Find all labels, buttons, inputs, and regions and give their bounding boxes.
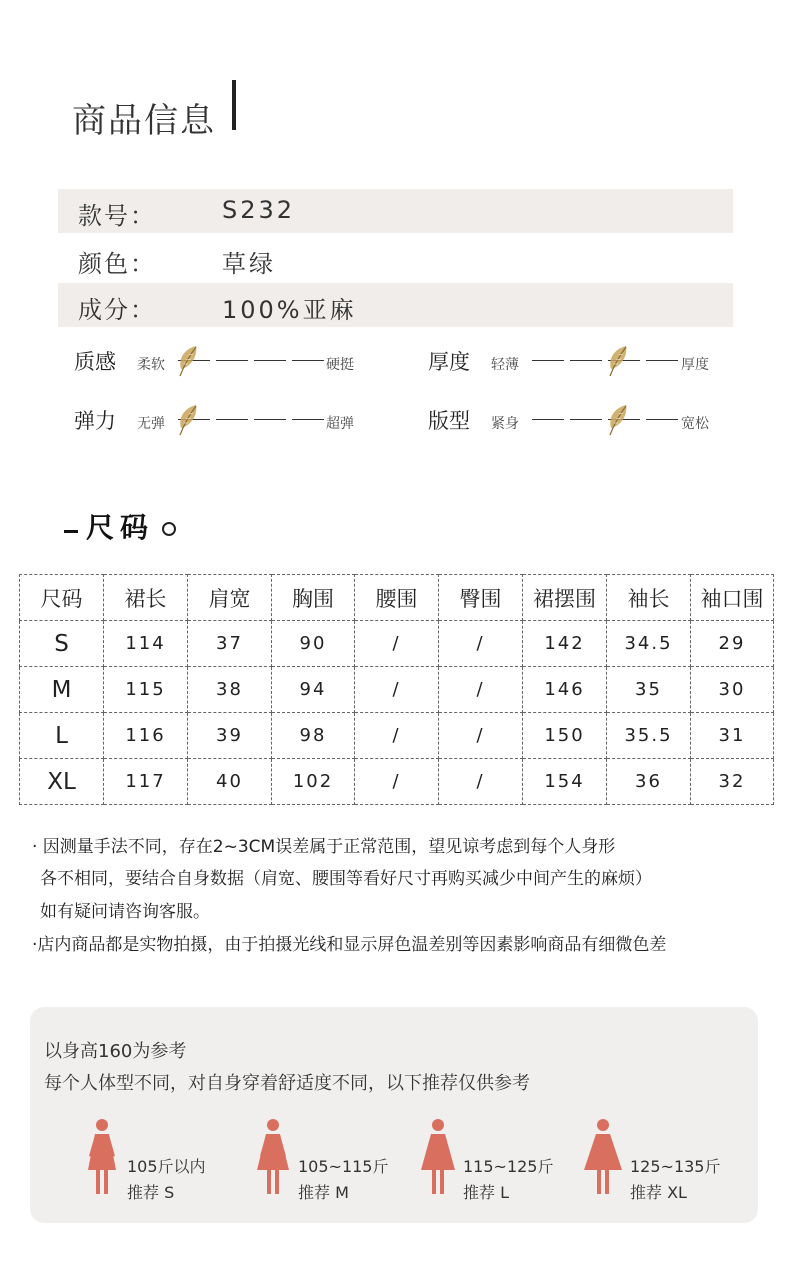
figure-size: 推荐 S: [127, 1183, 175, 1202]
measure-cell: 35: [607, 667, 691, 713]
measure-cell: 39: [188, 713, 272, 759]
scale-dash: [532, 419, 564, 420]
scale-dash: [216, 419, 248, 420]
figure-weight: 105斤以内: [127, 1157, 206, 1176]
table-row: [20, 759, 774, 805]
measure-cell: 36: [607, 759, 691, 805]
table-header-row: [20, 575, 774, 621]
info-value: 100%亚麻: [222, 296, 357, 324]
measure-cell: 114: [104, 621, 188, 667]
scale-dash: [646, 360, 678, 361]
scale-high-label: 宽松: [681, 416, 709, 432]
scale-dash: [532, 360, 564, 361]
info-row-color: [58, 237, 733, 281]
measure-cell: /: [355, 759, 439, 805]
info-value: 草绿: [222, 250, 276, 278]
measure-cell: 117: [104, 759, 188, 805]
figure-icon: [418, 1118, 458, 1196]
leaf-marker-icon: [604, 343, 634, 379]
info-key: 颜色：: [78, 250, 156, 278]
size-cell: M: [20, 667, 104, 713]
measure-cell: 32: [691, 759, 774, 805]
measure-cell: 37: [188, 621, 272, 667]
table-header-cell: 袖口围: [691, 575, 774, 621]
attr-name: 质感: [74, 350, 116, 374]
note-line: 如有疑问请咨询客服。: [40, 902, 210, 922]
size-table: [19, 574, 774, 805]
scale-low-label: 柔软: [137, 357, 165, 373]
table-header-cell: 肩宽: [188, 575, 272, 621]
leaf-marker-icon: [174, 343, 204, 379]
scale-low-label: 紧身: [491, 416, 519, 432]
scale-dash: [216, 360, 248, 361]
figure-weight: 105~115斤: [298, 1157, 389, 1176]
section-title: 商品信息: [72, 101, 216, 141]
measure-cell: /: [439, 713, 523, 759]
scale-dash: [254, 419, 286, 420]
title-divider: [232, 80, 236, 130]
attr-name: 弹力: [74, 409, 116, 433]
scale-low-label: 轻薄: [491, 357, 519, 373]
measure-cell: /: [439, 667, 523, 713]
scale-dash: [570, 419, 602, 420]
note-line: 各不相同，要结合自身数据（肩宽、腰围等看好尺寸再购买减少中间产生的麻烦）: [40, 869, 652, 889]
measure-cell: 90: [272, 621, 355, 667]
table-header-cell: 裙摆围: [523, 575, 607, 621]
reference-height: 以身高160为参考: [44, 1041, 187, 1062]
table-header-cell: 胸围: [272, 575, 355, 621]
measure-cell: 94: [272, 667, 355, 713]
leaf-marker-icon: [174, 402, 204, 438]
measure-cell: /: [355, 713, 439, 759]
measure-cell: 102: [272, 759, 355, 805]
info-row-style: [58, 189, 733, 233]
measure-cell: 150: [523, 713, 607, 759]
table-header-cell: 腰围: [355, 575, 439, 621]
figure-size: 推荐 XL: [630, 1183, 687, 1202]
scale-high-label: 超弹: [326, 416, 354, 432]
info-value: S232: [222, 196, 296, 224]
info-key: 成分：: [78, 296, 156, 324]
figure-icon: [253, 1118, 293, 1196]
scale-low-label: 无弹: [137, 416, 165, 432]
scale-dash: [646, 419, 678, 420]
measure-cell: 98: [272, 713, 355, 759]
figure-weight: 115~125斤: [463, 1157, 554, 1176]
measure-cell: /: [439, 621, 523, 667]
size-cell: XL: [20, 759, 104, 805]
info-row-material: [58, 283, 733, 327]
leaf-marker-icon: [604, 402, 634, 438]
measure-cell: 146: [523, 667, 607, 713]
size-cell: L: [20, 713, 104, 759]
info-key: 款号：: [78, 202, 156, 230]
measure-cell: 116: [104, 713, 188, 759]
measure-cell: 30: [691, 667, 774, 713]
scale-high-label: 厚度: [681, 357, 709, 373]
reference-disclaimer: 每个人体型不同，对自身穿着舒适度不同，以下推荐仅供参考: [44, 1073, 530, 1094]
size-title-dash: [64, 530, 78, 533]
measure-cell: 40: [188, 759, 272, 805]
scale-high-label: 硬挺: [326, 357, 354, 373]
measure-cell: 35.5: [607, 713, 691, 759]
measure-cell: 115: [104, 667, 188, 713]
measure-cell: 31: [691, 713, 774, 759]
figure-weight: 125~135斤: [630, 1157, 721, 1176]
figure-icon: [583, 1118, 623, 1196]
table-row: [20, 713, 774, 759]
scale-dash: [292, 419, 324, 420]
table-header-cell: 袖长: [607, 575, 691, 621]
measure-cell: /: [439, 759, 523, 805]
measure-cell: 142: [523, 621, 607, 667]
table-header-cell: 裙长: [104, 575, 188, 621]
measure-cell: 34.5: [607, 621, 691, 667]
table-header-cell: 尺码: [20, 575, 104, 621]
measure-cell: 38: [188, 667, 272, 713]
attr-name: 厚度: [428, 350, 470, 374]
scale-dash: [292, 360, 324, 361]
measure-cell: /: [355, 621, 439, 667]
size-title-dot: [162, 522, 176, 536]
table-header-cell: 臀围: [439, 575, 523, 621]
attr-name: 版型: [428, 409, 470, 433]
figure-size: 推荐 M: [298, 1183, 349, 1202]
note-line: ·店内商品都是实物拍摄，由于拍摄光线和显示屏色温差别等因素影响商品有细微色差: [32, 935, 667, 955]
scale-dash: [570, 360, 602, 361]
measure-cell: 29: [691, 621, 774, 667]
table-row: [20, 621, 774, 667]
measure-cell: /: [355, 667, 439, 713]
scale-dash: [254, 360, 286, 361]
figure-icon: [82, 1118, 122, 1196]
size-cell: S: [20, 621, 104, 667]
measure-cell: 154: [523, 759, 607, 805]
figure-size: 推荐 L: [463, 1183, 510, 1202]
size-title: 尺码: [86, 511, 155, 544]
note-line: · 因测量手法不同，存在2~3CM误差属于正常范围，望见谅考虑到每个人身形: [32, 837, 616, 857]
table-row: [20, 667, 774, 713]
